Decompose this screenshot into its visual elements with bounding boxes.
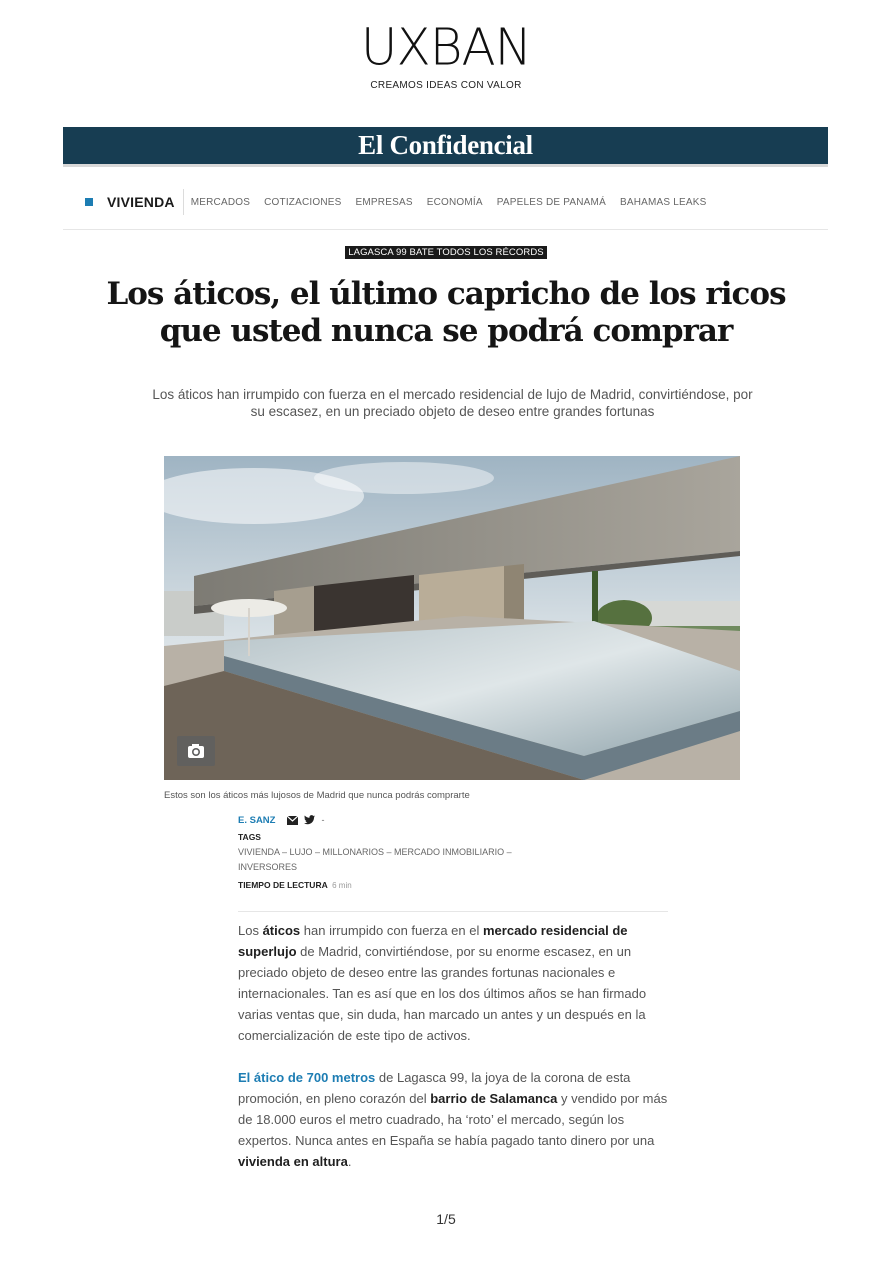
author-dash: - bbox=[321, 815, 325, 825]
article-headline: Los áticos, el último capricho de los ricos que usted nunca se podrá comprar bbox=[106, 276, 786, 349]
nav-item-economia[interactable]: ECONOMÍA bbox=[426, 196, 483, 208]
reading-time bbox=[238, 880, 668, 890]
tags-label: TAGS bbox=[238, 832, 261, 842]
p1-text: han irrumpido con fuerza en el bbox=[300, 923, 483, 938]
tags-list-line-1[interactable]: VIVIENDA – LUJO – MILLONARIOS – MERCADO INMOBILIARIO – bbox=[238, 847, 512, 857]
image-caption: Estos son los áticos más lujosos de Madrid que nunca podrás comprarte bbox=[164, 790, 470, 801]
kicker-wrap bbox=[0, 242, 892, 260]
reading-time-label: TIEMPO DE LECTURA bbox=[238, 880, 328, 890]
p2-link-atico[interactable]: El ático de 700 metros bbox=[238, 1070, 376, 1085]
article-meta bbox=[238, 814, 668, 890]
reading-time-value: 6 min bbox=[332, 881, 352, 890]
p1-bold-aticos: áticos bbox=[262, 923, 301, 938]
twitter-icon[interactable] bbox=[304, 815, 315, 825]
body-divider bbox=[238, 911, 668, 912]
body-paragraph-1 bbox=[238, 920, 668, 1046]
author-name[interactable]: E. SANZ bbox=[238, 814, 276, 826]
uxban-logo bbox=[0, 17, 892, 91]
nav-item-bahamas-leaks[interactable]: BAHAMAS LEAKS bbox=[619, 196, 707, 208]
p2-text: . bbox=[347, 1154, 352, 1169]
masthead[interactable]: El Confidencial bbox=[63, 127, 828, 164]
nav-section-vivienda[interactable]: VIVIENDA bbox=[107, 194, 175, 210]
p2-text: y vendido por más de 18.000 euros el metro cuadrado, ha ‘roto’ el mercado, según los expertos. Nunca antes en España se había pagado tanto dinero por una bbox=[238, 1091, 668, 1148]
p2-bold-vivienda: vivienda en altura bbox=[238, 1154, 348, 1169]
nav-item-cotizaciones[interactable]: COTIZACIONES bbox=[264, 196, 342, 208]
article-subtitle: Los áticos han irrumpido con fuerza en el mercado residencial de lujo de Madrid, convirtiéndose, por su escasez, en un preciado objeto de deseo entre grandes fortunas bbox=[152, 387, 753, 419]
body-paragraph-2 bbox=[238, 1067, 668, 1172]
nav-divider bbox=[183, 189, 184, 215]
logo-tagline: CREAMOS IDEAS CON VALOR bbox=[370, 80, 522, 91]
logo-wordmark: UXBAN bbox=[360, 17, 532, 77]
p2-text: de Lagasca 99, la joya de la corona de esta promoción, en pleno corazón del bbox=[238, 1070, 631, 1106]
mail-icon[interactable] bbox=[287, 816, 298, 825]
page-number: 1/5 bbox=[436, 1211, 456, 1227]
masthead-shadow bbox=[63, 164, 828, 167]
nav-divider-rule bbox=[63, 229, 828, 230]
section-square-icon bbox=[85, 198, 93, 206]
camera-icon[interactable] bbox=[177, 736, 215, 766]
nav-item-empresas[interactable]: EMPRESAS bbox=[355, 196, 413, 208]
hero-image[interactable] bbox=[164, 456, 740, 780]
nav-item-papeles-de-panama[interactable]: PAPELES DE PANAMÁ bbox=[496, 196, 606, 208]
article-kicker[interactable]: LAGASCA 99 BATE TODOS LOS RÉCORDS bbox=[345, 246, 546, 259]
p2-bold-barrio: barrio de Salamanca bbox=[430, 1091, 558, 1106]
section-nav bbox=[85, 192, 720, 212]
p1-bold-mercado: mercado residencial de superlujo bbox=[238, 923, 628, 959]
p1-text: Los bbox=[238, 923, 263, 938]
author-row bbox=[238, 814, 668, 826]
penthouse-pool-illustration bbox=[164, 456, 740, 780]
p1-text: de Madrid, convirtiéndose, por su enorme escasez, en un preciado objeto de deseo entre las grandes fortunas nacionales e internacionales. Tan es así que en los dos últimos años se han firmado varias ventas que, sin duda, han marcado un antes y un después en la comercialización de este tipo de activos. bbox=[238, 944, 647, 1043]
tags-list-line-2[interactable]: INVERSORES bbox=[238, 862, 298, 872]
nav-item-mercados[interactable]: MERCADOS bbox=[190, 196, 251, 208]
camera-glyph bbox=[177, 736, 215, 766]
